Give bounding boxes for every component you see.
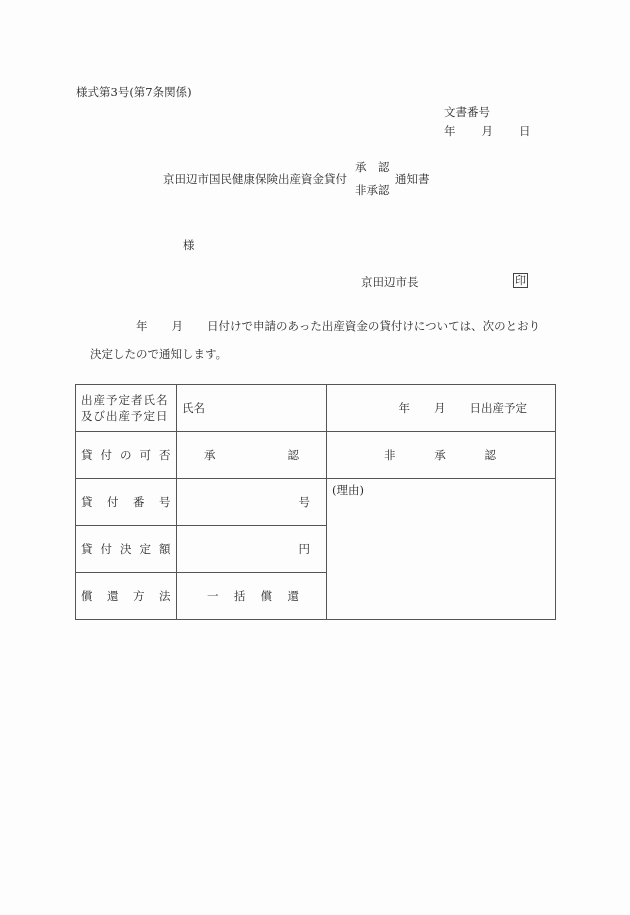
title-prefix: 京田辺市国民健康保険出産資金貸付: [163, 172, 347, 186]
yen-suffix: 円: [298, 542, 310, 556]
year-label: 年: [444, 124, 456, 138]
char: 還: [287, 589, 299, 603]
approve-option[interactable]: [177, 432, 327, 479]
table-row: [76, 479, 556, 526]
body-month: 月: [171, 319, 183, 333]
month-label: 月: [481, 124, 493, 138]
loan-decision-table: [75, 384, 556, 620]
char: 付: [107, 495, 119, 509]
char: 付: [100, 448, 113, 462]
name-cell[interactable]: [177, 385, 327, 432]
repayment-method-label: [76, 573, 177, 620]
title-option-approve: 承 認: [355, 160, 390, 174]
char: 貸: [81, 448, 93, 462]
char: 番: [133, 495, 145, 509]
char: 貸: [81, 495, 93, 509]
loan-number-label: [76, 479, 177, 526]
char: 認: [287, 448, 299, 462]
char: 否: [159, 448, 171, 462]
reason-label: (理由): [332, 483, 364, 497]
number-suffix: 号: [298, 495, 310, 509]
loan-amount-label: [76, 526, 177, 573]
table-row: [76, 432, 556, 479]
repayment-method-value: [177, 573, 327, 620]
date-year: 年: [398, 401, 410, 415]
body-line2: 決定したので通知します。: [90, 347, 228, 361]
label-line1: 出産予定者氏名: [81, 393, 169, 407]
body-line1: [136, 318, 540, 334]
char: 号: [159, 495, 171, 509]
char: の: [120, 448, 132, 462]
char: 決: [120, 542, 132, 556]
issuer: 京田辺市長: [361, 275, 419, 289]
doc-number-label: 文書番号: [444, 105, 490, 119]
title-suffix: 通知書: [395, 172, 430, 186]
char: 償: [81, 589, 93, 603]
reason-cell[interactable]: [327, 479, 556, 620]
char: 付: [100, 542, 113, 556]
char: 額: [159, 542, 171, 556]
char: 認: [484, 448, 496, 462]
char: 一: [207, 589, 219, 603]
day-label: 日: [519, 124, 531, 138]
char: 償: [260, 589, 273, 603]
approval-label: [76, 432, 177, 479]
title-option-reject: 非承認: [355, 183, 390, 197]
seal-mark: 印: [515, 274, 526, 287]
loan-number-cell[interactable]: [177, 479, 327, 526]
date-month: 月: [434, 401, 446, 415]
label-line2: 及び出産予定日: [81, 409, 169, 423]
table-row: [76, 385, 556, 432]
char: 法: [159, 589, 171, 603]
loan-amount-cell[interactable]: [177, 526, 327, 573]
char: 承: [204, 448, 216, 462]
name-label: 氏名: [182, 401, 205, 415]
char: 非: [384, 448, 396, 462]
char: 可: [139, 448, 152, 462]
date-header: [444, 123, 531, 139]
body-year: 年: [136, 319, 148, 333]
reject-option[interactable]: [327, 432, 556, 479]
char: 還: [107, 589, 119, 603]
char: 括: [233, 589, 246, 603]
body-text: 日付けで申請のあった出産資金の貸付けについては、次のとおり: [207, 319, 541, 333]
expected-date-cell[interactable]: [327, 385, 556, 432]
expected-birth-label: [76, 385, 177, 432]
date-suffix: 日出産予定: [469, 401, 527, 415]
recipient-suffix: 様: [183, 238, 195, 252]
form-number: 様式第3号(第7条関係): [76, 85, 192, 99]
char: 貸: [81, 542, 93, 556]
char: 方: [133, 589, 145, 603]
char: 定: [139, 542, 152, 556]
char: 承: [434, 448, 446, 462]
